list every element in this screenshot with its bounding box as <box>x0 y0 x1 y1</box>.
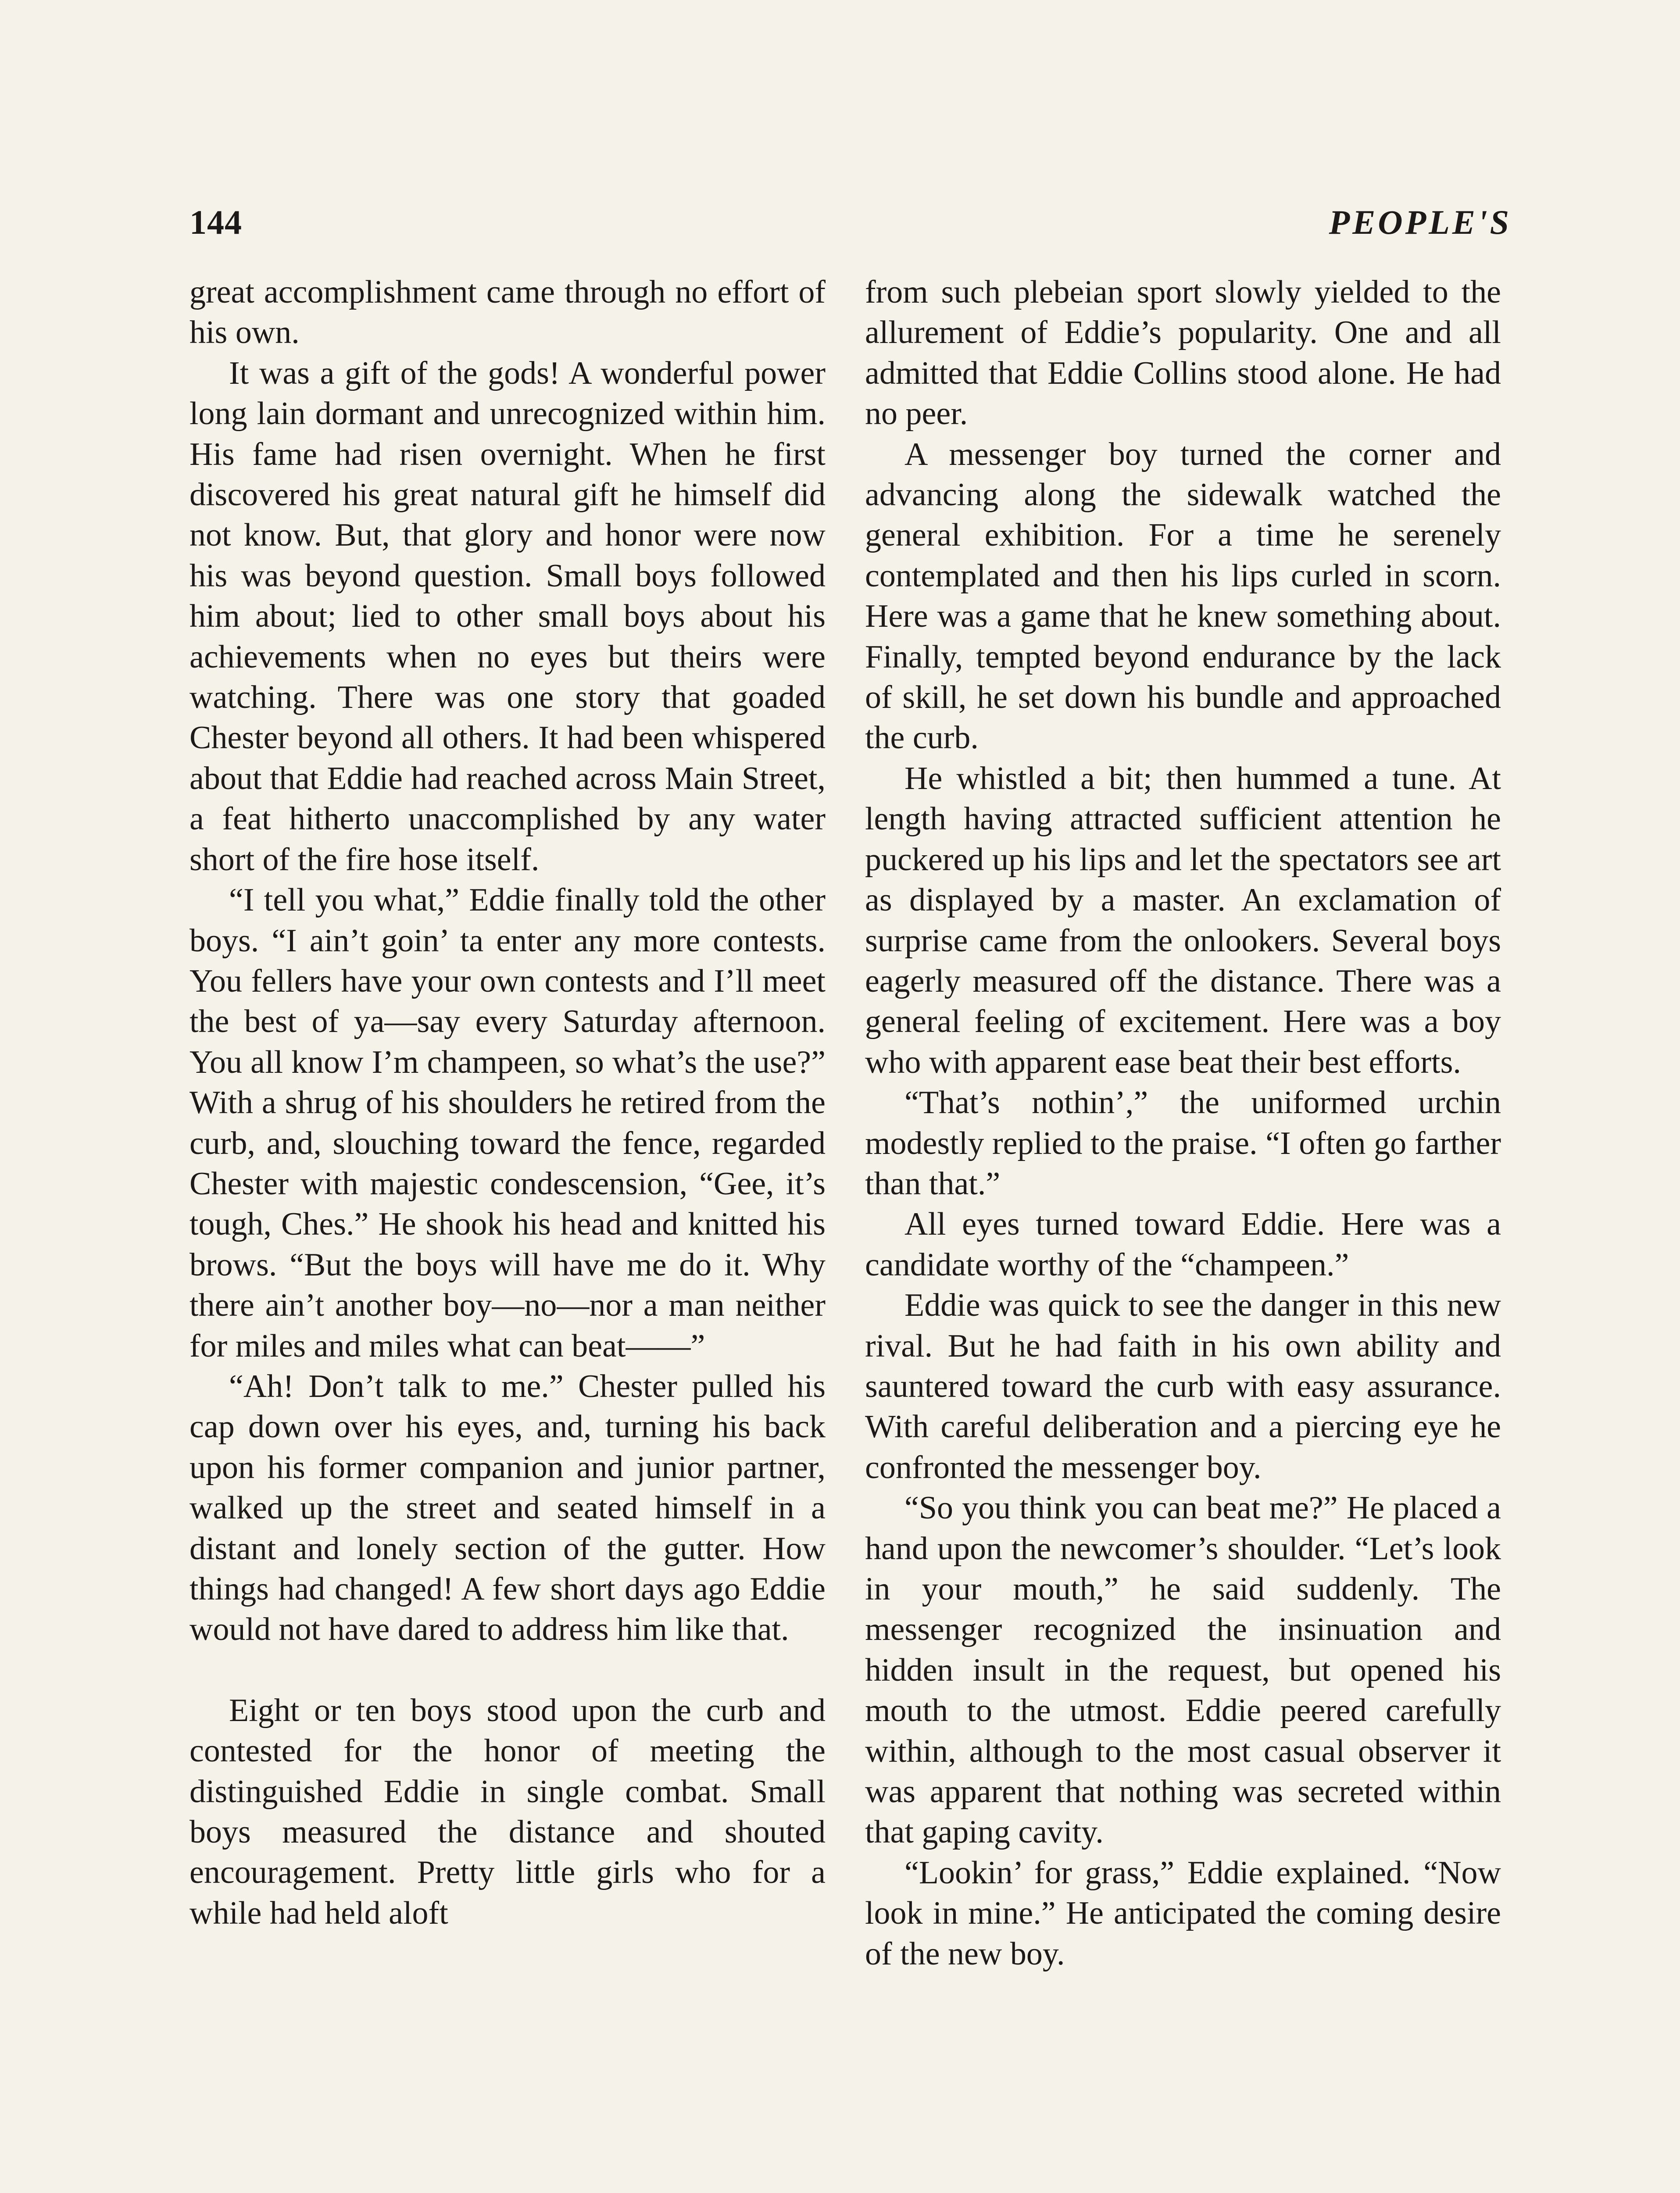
paragraph: Eddie was quick to see the danger in this new rival. But he had faith in his own ability and sauntered toward the curb with easy assurance. With careful deliberation and a piercing eye he confronted the messenger boy. <box>865 1287 1501 1486</box>
running-head: PEOPLE'S <box>1329 203 1512 241</box>
paragraph: He whistled a bit; then hummed a tune. At length having attracted sufficient attention he puckered up his lips and let the spectators see art as displayed by a master. An exclamation of surprise came from the onlookers. Several boys eagerly measured off the distance. There was a general feeling of excitement. Here was a boy who with apparent ease beat their best efforts. <box>865 760 1501 1080</box>
paragraph: “I tell you what,” Eddie finally told the other boys. “I ain’t goin’ ta enter any more contests. You fellers have your own contests and I’ll meet the best of ya—say every Saturday afternoon. You all know I’m champeen, so what’s the use?” With a shrug of his shoulders he retired from the curb, and, slouching toward the fence, regarded Chester with majestic condescension, “Gee, it’s tough, Ches.” He shook his head and knitted his brows. “But the boys will have me do it. Why there ain’t another boy—no—nor a man neither for miles and miles what can beat——” <box>189 882 826 1364</box>
paragraph: “That’s nothin’,” the uniformed urchin modestly replied to the praise. “I often go farther than that.” <box>865 1085 1501 1202</box>
paragraph: “Ah! Don’t talk to me.” Chester pulled his cap down over his eyes, and, turning his back upon his former companion and junior partner, walked up the street and seated himself in a distant and lonely section of the gutter. How things had changed! A few short days ago Eddie would not have dared to address him like that. <box>189 1368 826 1648</box>
paragraph: It was a gift of the gods! A wonderful power long lain dormant and unrecognized within him. His fame had risen overnight. When he first discovered his great natural gift he himself did not know. But, that glory and honor were now his was beyond question. Small boys followed him about; lied to other small boys about his achievements when no eyes but theirs were watching. There was one story that goaded Chester beyond all others. It had been whispered about that Eddie had reached across Main Street, a feat hitherto unaccomplished by any water short of the fire hose itself. <box>189 355 826 878</box>
paragraph: “So you think you can beat me?” He placed a hand upon the newcomer’s shoulder. “Let’s look in your mouth,” he said suddenly. The messenger recognized the insinuation and hidden insult in the request, but opened his mouth to the utmost. Eddie peered carefully within, although to the most casual observer it was apparent that nothing was secreted within that gaping cavity. <box>865 1490 1501 1850</box>
section-break <box>189 1650 826 1690</box>
paragraph: Eight or ten boys stood upon the curb and contested for the honor of meeting the distinguished Eddie in single combat. Small boys measured the distance and shouted encouragement. Pretty little girls who for a while had held aloft <box>189 1692 826 1931</box>
right-column <box>865 272 1501 1974</box>
paragraph: “Lookin’ for grass,” Eddie explained. “Now look in mine.” He anticipated the coming desire of the new boy. <box>865 1854 1501 1972</box>
paragraph: great accomplishment came through no effort of his own. <box>189 274 826 351</box>
paragraph: A messenger boy turned the corner and advancing along the sidewalk watched the general exhibition. For a time he serenely contemplated and then his lips curled in scorn. Here was a game that he knew something about. Finally, tempted beyond endurance by the lack of skill, he set down his bundle and approached the curb. <box>865 436 1501 756</box>
page-number: 144 <box>189 203 242 241</box>
paragraph: All eyes turned toward Eddie. Here was a candidate worthy of the “champeen.” <box>865 1206 1501 1283</box>
paragraph: from such plebeian sport slowly yielded to the allurement of Eddie’s popularity. One and all admitted that Eddie Collins stood alone. He had no peer. <box>865 274 1501 432</box>
left-column <box>189 272 826 1933</box>
